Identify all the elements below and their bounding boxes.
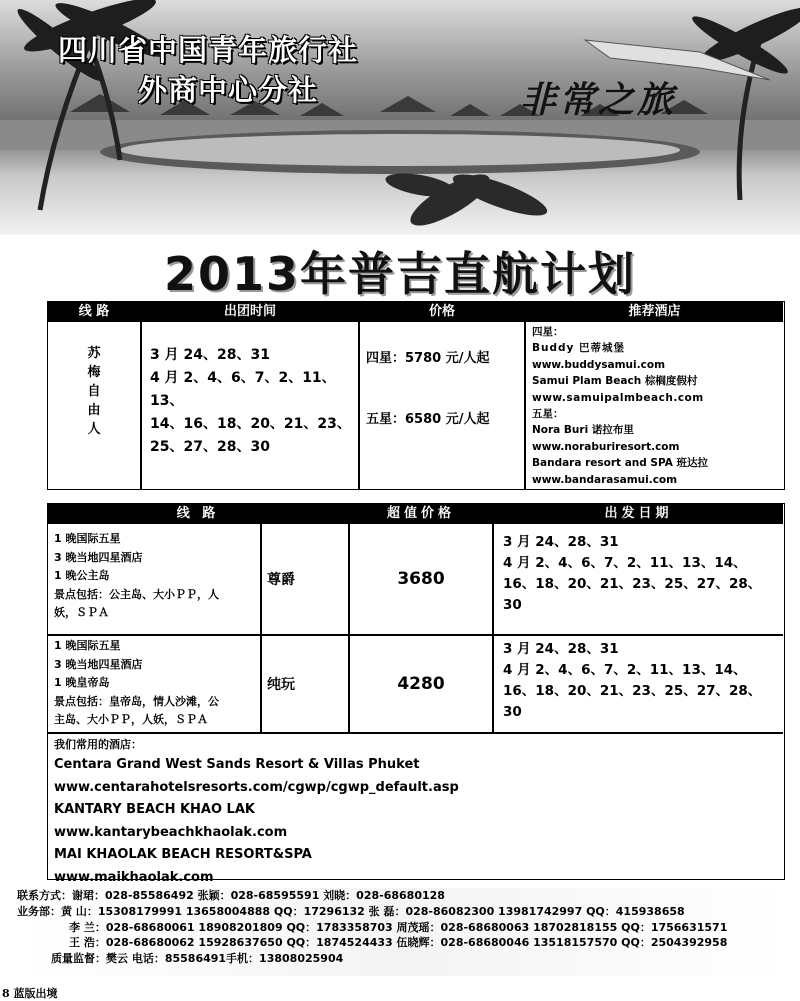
contact-line: 李 兰：028-68680061 18908201809 QQ：1783358703 周茂瑶：028-68680063 18702818155 QQ：1756631571 bbox=[69, 920, 728, 934]
list-item: MAI KHAOLAK BEACH RESORT&SPA bbox=[54, 847, 312, 862]
recommended-hotels-cell: 四星： Buddy 巴蒂城堡 www.buddysamui.com Samui Plam Beach 棕榈度假村 www.samuipalmbeach.com 五星： Nora Buri 诺拉布里 www.noraburiresort.com Bandara resort and SPA 班达拉 www.bandarasamui.com bbox=[532, 326, 709, 486]
list-item: www.centarahotelsresorts.com/cgwp/cgwp_default.asp bbox=[54, 779, 459, 795]
package-dates: 3 月 24、28、31 4 月 2、4、6、7、2、11、13、14、 16、18、20、21、23、25、27、28、 30 bbox=[503, 534, 762, 613]
package-route: 1 晚国际五星 3 晚当地四星酒店 1 晚皇帝岛 景点包括：皇帝岛，情人沙滩，公 主岛、大小ＰＰ，人妖，ＳＰＡ bbox=[54, 639, 219, 726]
list-item: www.kantarybeachkhaolak.com bbox=[54, 824, 288, 840]
header-departure: 出发日期 bbox=[494, 504, 783, 524]
package-price: 4280 bbox=[397, 673, 445, 694]
contact-line: 王 浩：028-68680062 15928637650 QQ：1874524433 伍晓辉：028-68680046 13518157570 QQ：2504392958 bbox=[69, 936, 728, 950]
koh-samui-table bbox=[47, 301, 785, 490]
contact-line: 联系方式：谢珺：028-85586492 张颖：028-68595591 刘晓：028-68680128 bbox=[17, 889, 445, 902]
price-5star: 五星：6580 元/人起 bbox=[366, 412, 490, 427]
agency-name bbox=[58, 30, 358, 110]
departure-dates-cell: 3 月 24、28、31 4 月 2、4、6、7、2、11、13、 14、16、18、20、21、23、 25、27、28、30 bbox=[150, 347, 351, 455]
price-4star: 四星：5780 元/人起 bbox=[366, 351, 490, 366]
list-item: Centara Grand West Sands Resort & Villas Phuket bbox=[54, 757, 420, 772]
header-hotels: 推荐酒店 bbox=[526, 302, 783, 322]
header-route: 线 路 bbox=[48, 504, 348, 524]
header-price: 价格 bbox=[360, 302, 524, 322]
route-cell: 苏 梅 自 由 人 bbox=[87, 346, 101, 437]
contact-line: 业务部：黄 山：15308179991 13658004888 QQ：17296132 张 磊：028-86082300 13981742997 QQ：415938658 bbox=[17, 904, 685, 918]
list-item: KANTARY BEACH KHAO LAK bbox=[54, 802, 255, 817]
price-cell bbox=[360, 322, 524, 489]
page-footer: 8 蓝版出境 bbox=[2, 987, 58, 1000]
header-route: 线 路 bbox=[48, 302, 140, 322]
common-hotels-label: 我们常用的酒店： bbox=[54, 738, 142, 751]
header-banner bbox=[0, 0, 800, 235]
package-route: 1 晚国际五星 3 晚当地四星酒店 1 晚公主岛 景点包括：公主岛、大小ＰＰ，人 妖，ＳＰＡ bbox=[54, 532, 219, 619]
package-type: 纯玩 bbox=[267, 676, 295, 693]
contact-line: 质量监督：樊云 电话：85586491手机：13808025904 bbox=[51, 952, 344, 966]
package-dates: 3 月 24、28、31 4 月 2、4、6、7、2、11、13、14、 16、18、20、21、23、25、27、28、 30 bbox=[503, 641, 762, 720]
slogan: 非常之旅 bbox=[520, 79, 677, 121]
agency-name-line1: 四川省中国青年旅行社 bbox=[58, 33, 359, 67]
package-price: 3680 bbox=[397, 569, 445, 589]
header-price: 超值价格 bbox=[350, 504, 492, 524]
package-type: 尊爵 bbox=[267, 572, 295, 588]
page-title: 2013年普吉直航计划 bbox=[163, 247, 637, 301]
contact-info bbox=[17, 888, 792, 976]
agency-name-line2: 外商中心分社 bbox=[138, 73, 319, 107]
header-dates: 出团时间 bbox=[142, 302, 358, 322]
list-item: www.maikhaolak.com bbox=[54, 869, 214, 885]
common-hotels-list bbox=[54, 754, 459, 889]
phuket-packages-table bbox=[47, 503, 785, 885]
